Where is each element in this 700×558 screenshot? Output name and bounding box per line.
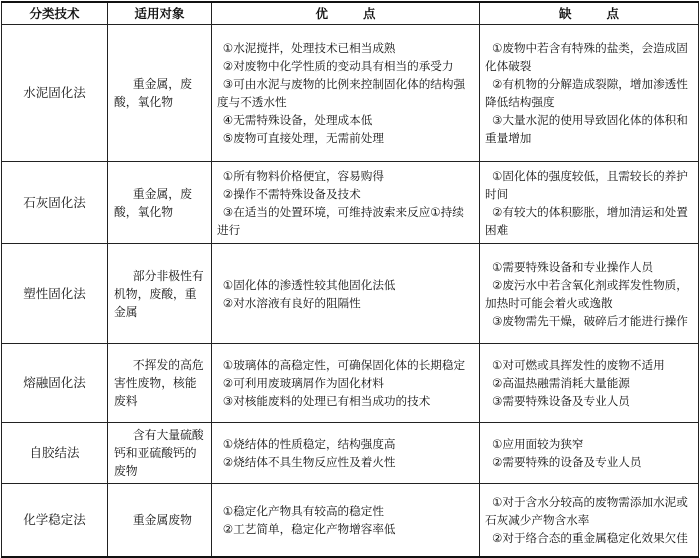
objects-cell: [108, 423, 212, 484]
pros-cell: [212, 162, 480, 244]
objects-cell: [108, 344, 212, 423]
pros-item: ②对水溶液有良好的阻隔性: [222, 295, 361, 310]
header-row: [2, 2, 699, 25]
pros-cell: [212, 423, 480, 484]
cons-item: ①对可燃或具挥发性的废物不适用: [491, 358, 665, 372]
pros-item: ⑤废物可直接处理，无需前处理: [222, 131, 384, 145]
pros-item: ②对废物中化学性质的变动具有相当的承受力: [222, 59, 454, 73]
pros-item: ②可利用废玻璃屑作为固化材料: [222, 376, 384, 390]
cons-cell: [480, 25, 699, 162]
header-objects: 适用对象: [108, 2, 212, 25]
pros-item: ③在适当的处置环境，可维持波索来反应①持续进行: [217, 204, 464, 237]
table-row: [2, 244, 699, 344]
table-row: [2, 484, 699, 557]
pros-item: ②工艺简单，稳定化产物增容率低: [222, 521, 396, 536]
cons-cell: [480, 484, 699, 557]
pros-item: ①所有物料价格便宜，容易购得: [222, 168, 384, 183]
cons-cell: [480, 423, 699, 484]
objects-cell: [108, 484, 212, 557]
table-row: [2, 25, 699, 162]
pros-cell: [212, 344, 480, 423]
cons-item: ③废物需先干燥，破碎后才能进行操作: [491, 313, 688, 328]
technique-cell: 塑性固化法: [2, 244, 108, 344]
cons-item: ①废物中若含有特殊的盐类，会造成固化体破裂: [485, 41, 688, 73]
objects-cell: [108, 244, 212, 344]
cons-item: ①需要特殊设备和专业操作人员: [491, 259, 654, 274]
cons-cell: [480, 344, 699, 423]
header-cons: 缺 点: [480, 2, 699, 25]
cons-item: ②有机物的分解造成裂隙，增加渗透性降低结构强度: [485, 77, 688, 109]
pros-cell: [212, 25, 480, 162]
pros-item: ①烧结体的性质稳定，结构强度高: [222, 437, 396, 451]
technique-cell: 石灰固化法: [2, 162, 108, 244]
cons-cell: [480, 244, 699, 344]
cons-item: ①应用面较为狭窄: [491, 437, 584, 451]
technique-cell: 自胶结法: [2, 423, 108, 484]
objects-text: 不挥发的高危害性废物，核能废料: [114, 358, 204, 408]
pros-cell: [212, 484, 480, 557]
table-row: [2, 162, 699, 244]
cons-item: ③大量水泥的使用导致固化体的体积和重量增加: [485, 113, 688, 145]
objects-text: 重金属废物: [132, 512, 192, 527]
objects-text: 重金属，废酸，氧化物: [114, 77, 192, 109]
pros-cell: [212, 244, 480, 344]
cons-item: ①对于含水分较高的废物需添加水泥或石灰减少产物含水率: [485, 494, 688, 527]
cons-item: ②对于络合态的重金属稳定化效果欠佳: [491, 530, 688, 545]
pros-item: ③可由水泥与废物的比例来控制固化体的结构强度与不透水性: [217, 77, 466, 109]
pros-item: ①玻璃体的高稳定性，可确保固化体的长期稳定: [222, 358, 466, 372]
pros-item: ④无需特殊设备，处理成本低: [222, 113, 373, 127]
cons-item: ①固化体的强度较低，且需较长的养护时间: [485, 168, 688, 201]
objects-cell: [108, 25, 212, 162]
objects-text: 含有大量硫酸钙和亚硫酸钙的废物: [114, 428, 204, 478]
header-pros: 优 点: [212, 2, 480, 25]
pros-item: ②烧结体不具生物反应性及着火性: [222, 455, 396, 469]
header-technique: 分类技术: [2, 2, 108, 25]
pros-item: ①水泥搅拌，处理技术已相当成熟: [222, 41, 396, 55]
pros-item: ②操作不需特殊设备及技术: [222, 186, 361, 201]
pros-item: ③对核能废料的处理已有相当成功的技术: [222, 394, 431, 408]
cons-item: ②高温热融需消耗大量能源: [491, 376, 630, 390]
table-row: [2, 344, 699, 423]
cons-item: ②废污水中若含氧化剂或挥发性物质，加热时可能会着火或逸散: [485, 277, 688, 310]
pros-item: ①稳定化产物具有较高的稳定性: [222, 503, 384, 518]
technique-cell: 化学稳定法: [2, 484, 108, 557]
pros-item: ①固化体的渗透性较其他固化法低: [222, 277, 396, 292]
table-row: [2, 423, 699, 484]
technique-cell: 水泥固化法: [2, 25, 108, 162]
technique-cell: 熔融固化法: [2, 344, 108, 423]
cons-item: ③需要特殊设备及专业人员: [491, 394, 630, 408]
objects-text: 重金属，废酸，氧化物: [114, 186, 192, 219]
comparison-table: [1, 1, 699, 558]
cons-cell: [480, 162, 699, 244]
objects-text: 部分非极性有机物，废酸，重金属: [114, 268, 204, 319]
objects-cell: [108, 162, 212, 244]
cons-item: ②有较大的体积膨胀，增加清运和处置困难: [485, 204, 688, 237]
cons-item: ②需要特殊的设备及专业人员: [491, 455, 642, 469]
